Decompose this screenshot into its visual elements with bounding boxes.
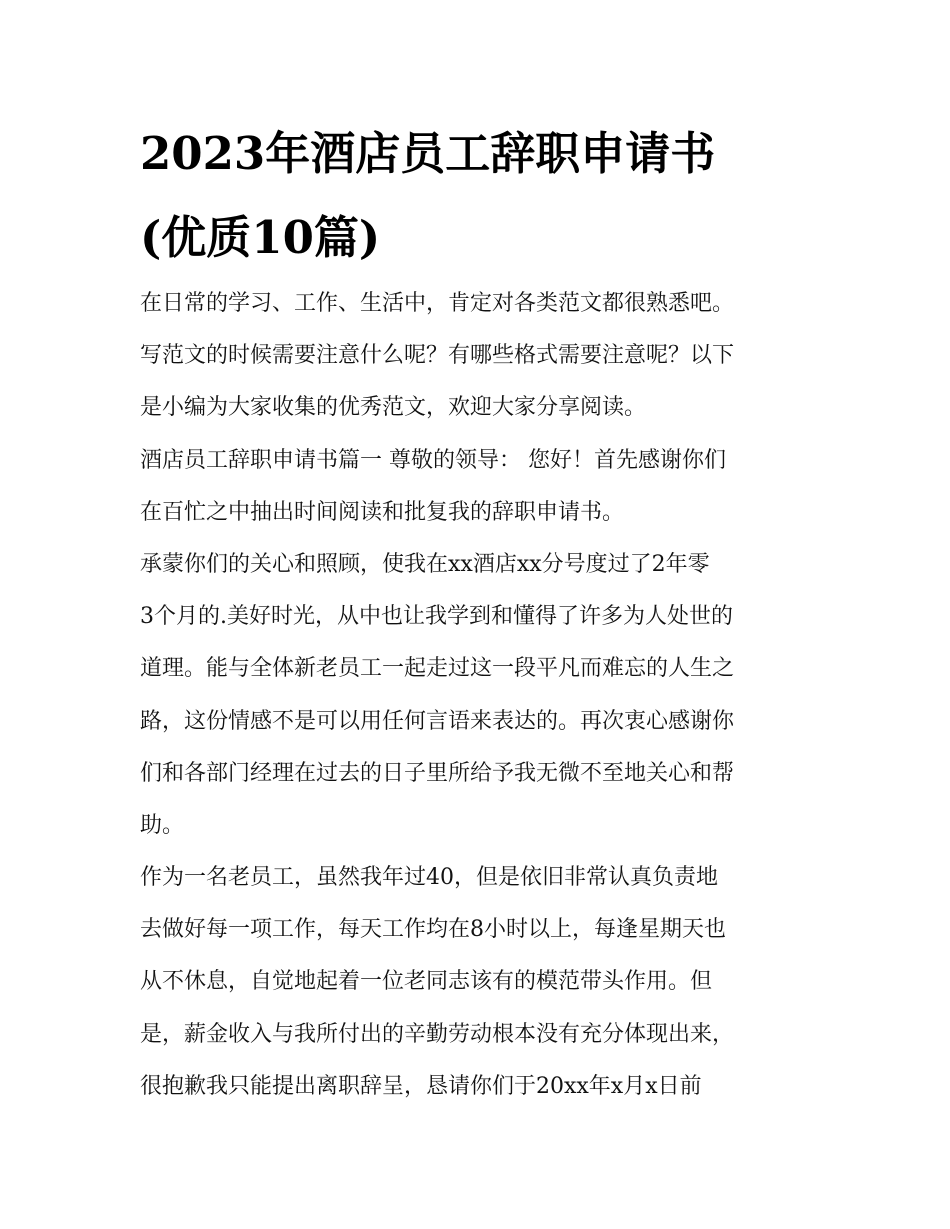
- body-line: 是小编为大家收集的优秀范文，欢迎大家分享阅读。: [140, 395, 647, 421]
- body-line: 3个月的.美好时光，从中也让我学到和懂得了许多为人处世的: [140, 604, 733, 630]
- body-line: 从不休息，自觉地起着一位老同志该有的模范带头作用。但: [140, 969, 713, 995]
- document-body: [140, 278, 830, 1113]
- body-line: 写范文的时候需要注意什么呢？有哪些格式需要注意呢？以下: [140, 343, 735, 369]
- body-line: 作为一名老员工，虽然我年过40，但是依旧非常认真负责地: [140, 865, 718, 891]
- body-line: 是，薪金收入与我所付出的辛勤劳动根本没有充分体现出来，: [140, 1021, 735, 1047]
- body-line: 在日常的学习、工作、生活中，肯定对各类范文都很熟悉吧。: [140, 291, 735, 316]
- body-line: 助。: [140, 812, 185, 838]
- body-line: 道理。能与全体新老员工一起走过这一段平凡而难忘的人生之: [140, 656, 735, 682]
- title-line-2: (优质10篇): [140, 211, 381, 264]
- body-line: 路，这份情感不是可以用任何言语来表达的。再次衷心感谢你: [140, 708, 735, 734]
- body-line: 在百忙之中抽出时间阅读和批复我的辞职申请书。: [140, 499, 625, 525]
- body-line: 酒店员工辞职申请书篇一 尊敬的领导： 您好！首先感谢你们: [140, 447, 726, 473]
- document-title: [140, 112, 820, 280]
- title-line-1: 2023年酒店员工辞职申请书: [140, 127, 716, 180]
- body-line: 去做好每一项工作，每天工作均在8小时以上，每逢星期天也: [140, 917, 726, 943]
- body-line: 们和各部门经理在过去的日子里所给予我无微不至地关心和帮: [140, 760, 735, 786]
- body-line: 承蒙你们的关心和照顾，使我在xx酒店xx分号度过了2年零: [140, 551, 710, 577]
- body-line: 很抱歉我只能提出离职辞呈，恳请你们于20xx年x月x日前: [140, 1073, 702, 1099]
